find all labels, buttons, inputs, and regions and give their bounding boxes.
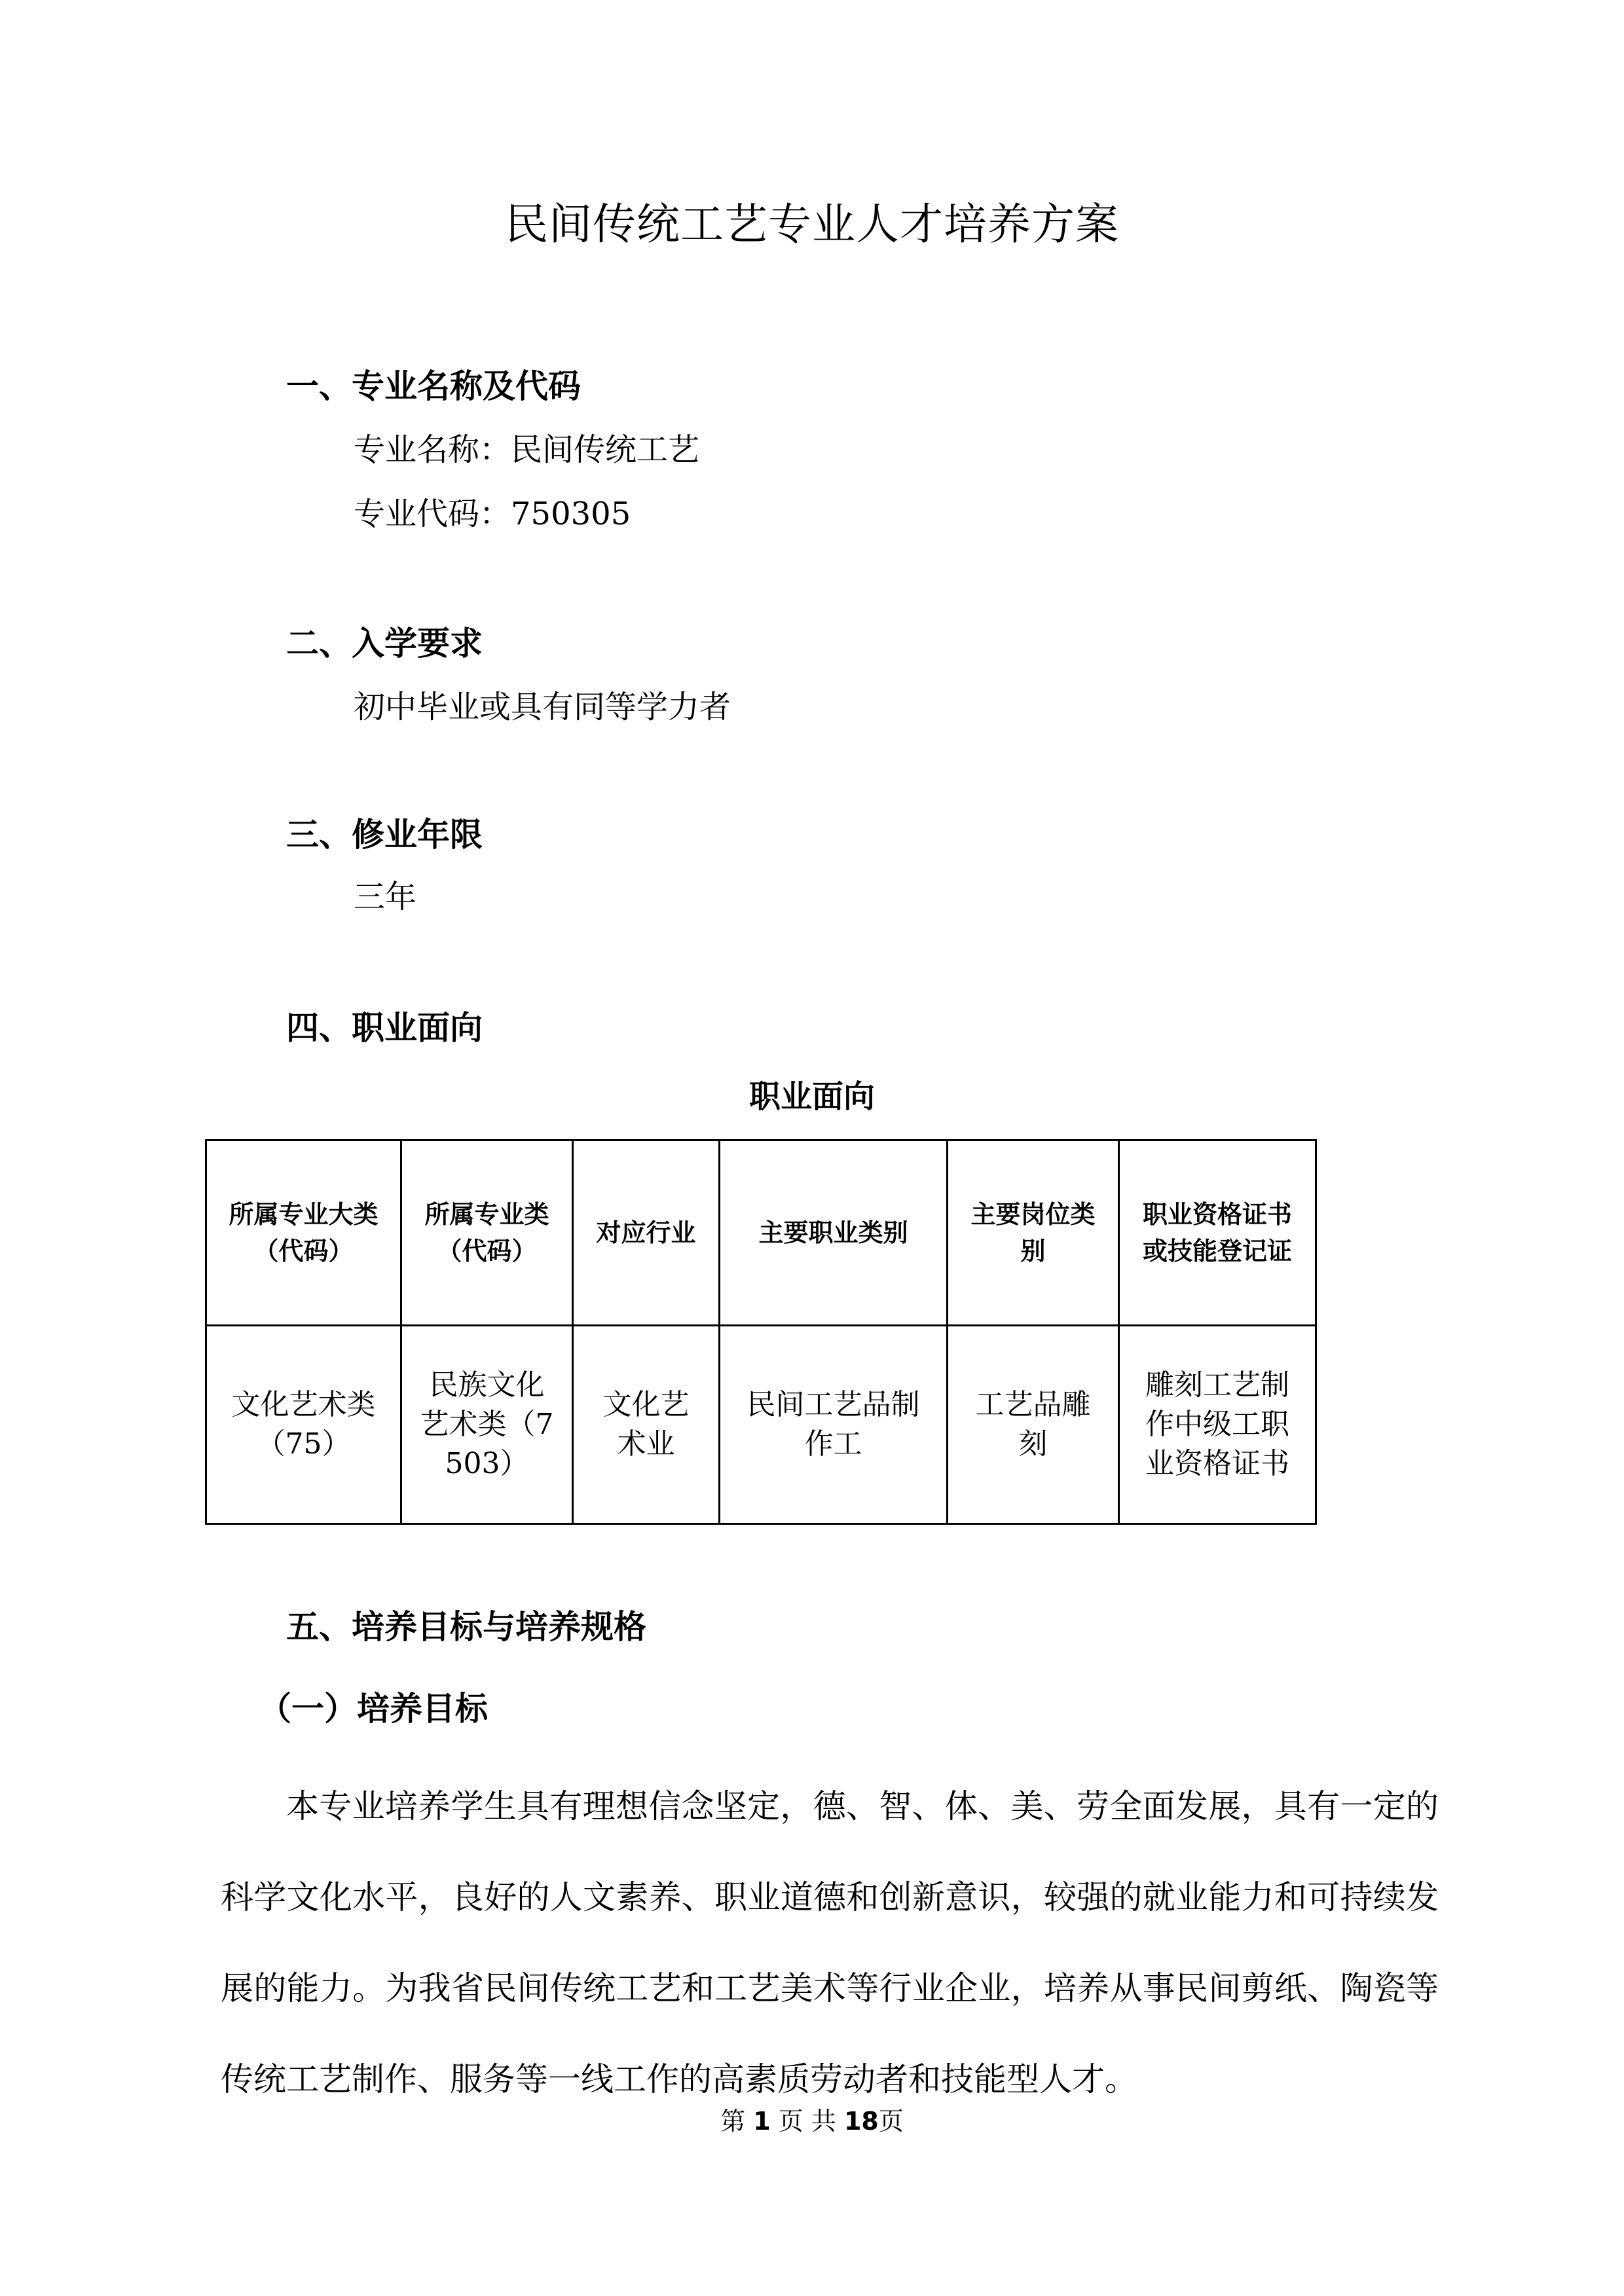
section-heading-duration: 三、修业年限	[286, 816, 483, 854]
header-cell-category: 所属专业大类（代码）	[206, 1140, 401, 1326]
header-cell-certificate: 职业资格证书或技能登记证	[1119, 1140, 1316, 1326]
section-heading-name-code: 一、专业名称及代码	[286, 367, 581, 405]
major-code-line: 专业代码：750305	[354, 496, 631, 532]
cell-position: 工艺品雕刻	[948, 1326, 1119, 1524]
section-heading-admission: 二、入学要求	[286, 625, 483, 663]
section-heading-career: 四、职业面向	[286, 1009, 483, 1047]
subsection-heading-goal: （一）培养目标	[259, 1690, 488, 1728]
admission-requirement: 初中毕业或具有同等学力者	[354, 689, 731, 725]
cell-subcategory: 民族文化艺术类（7503）	[401, 1326, 573, 1524]
section-heading-goals: 五、培养目标与培养规格	[286, 1608, 646, 1646]
cell-occupation: 民间工艺品制作工	[720, 1326, 948, 1524]
major-name-line: 专业名称：民间传统工艺	[354, 431, 700, 468]
header-cell-industry: 对应行业	[573, 1140, 720, 1326]
footer-prefix: 第	[720, 2107, 746, 2136]
goal-paragraph: 本专业培养学生具有理想信念坚定，德、智、体、美、劳全面发展，具有一定的科学文化水平，良好的人文素养、职业道德和创新意识，较强的就业能力和可持续发展的能力。为我省民间传统工艺和工艺美术等行业企业，培养从事民间剪纸、陶瓷等传统工艺制作、服务等一线工作的高素质劳动者和技能型人才。	[221, 1787, 1439, 2098]
footer-total-pages: 18	[843, 2107, 879, 2136]
table-row	[206, 1326, 1316, 1524]
cell-industry: 文化艺术业	[573, 1326, 720, 1524]
footer-page-number: 1	[753, 2107, 771, 2136]
page-footer	[0, 2102, 1624, 2141]
table-caption: 职业面向	[748, 1078, 875, 1115]
document-title: 民间传统工艺专业人才培养方案	[505, 199, 1119, 249]
header-cell-position: 主要岗位类别	[948, 1140, 1119, 1326]
career-table	[205, 1139, 1317, 1525]
table-header-row	[206, 1140, 1316, 1326]
footer-suffix: 页	[878, 2107, 904, 2136]
header-cell-subcategory: 所属专业类（代码）	[401, 1140, 573, 1326]
cell-certificate: 雕刻工艺制作中级工职业资格证书	[1119, 1326, 1316, 1524]
study-duration: 三年	[354, 879, 417, 915]
cell-category: 文化艺术类（75）	[206, 1326, 401, 1524]
footer-middle: 页 共	[778, 2107, 836, 2136]
header-cell-occupation: 主要职业类别	[720, 1140, 948, 1326]
